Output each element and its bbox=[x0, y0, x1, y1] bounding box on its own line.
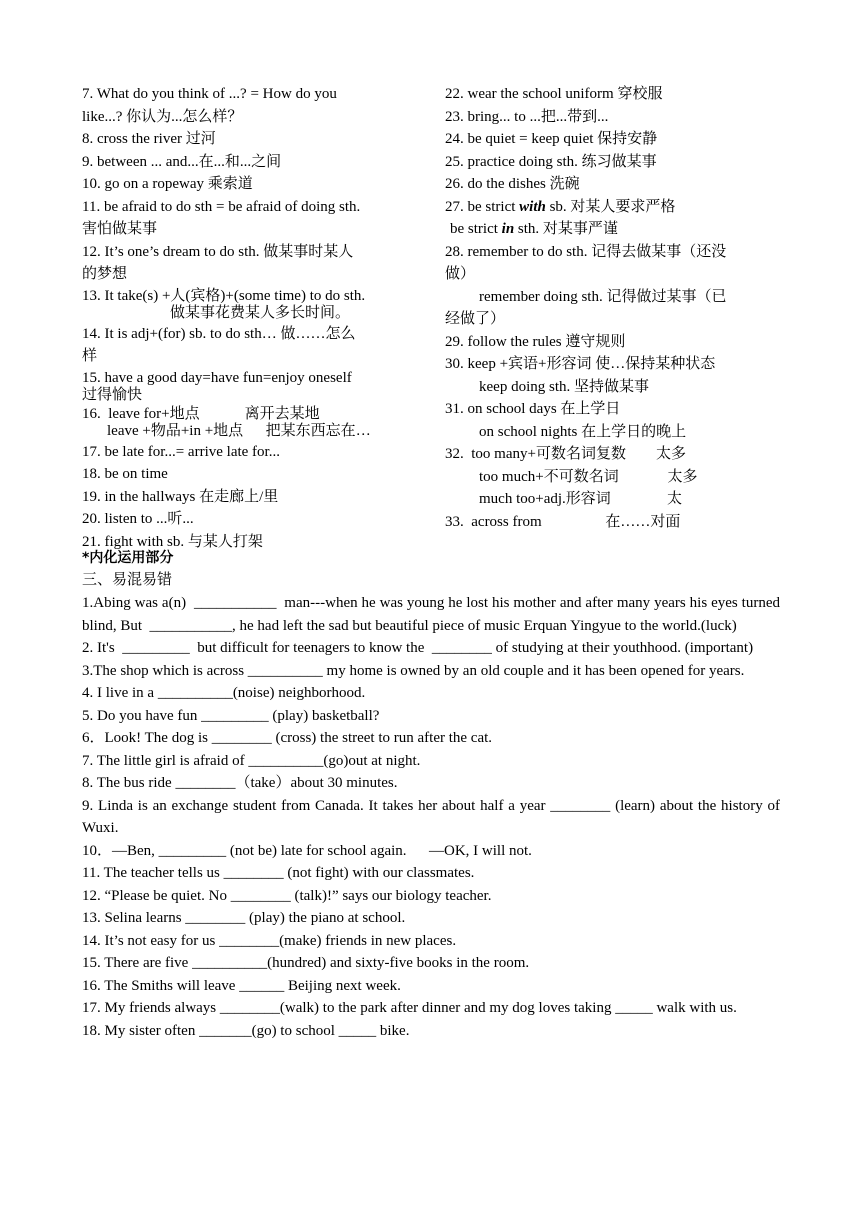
vocab-item-20 bbox=[82, 508, 415, 531]
vocab-text: 的梦想 bbox=[82, 266, 128, 282]
vocab-item-28b bbox=[445, 286, 782, 331]
vocab-text: sb. 对某人要求严格 bbox=[545, 198, 676, 215]
exercise-item-14[interactable]: 14. It’s not easy for us ________(make) friends in new places. bbox=[82, 932, 457, 949]
answer-blank[interactable]: ___________ bbox=[149, 617, 233, 634]
exercise-item-18[interactable]: 18. My sister often _______(go) to school _____ bike. bbox=[82, 1022, 410, 1039]
vocab-item-16 bbox=[82, 406, 415, 440]
vocab-item-31 bbox=[445, 398, 782, 443]
vocab-text: on school nights 在上学日的晚上 bbox=[479, 423, 687, 440]
vocab-text: 25. practice doing sth. 练习做某事 bbox=[445, 153, 657, 170]
vocab-text: 10. go on a ropeway 乘索道 bbox=[82, 176, 253, 192]
vocab-text: 做某事花费某人多长时间。 bbox=[170, 304, 351, 321]
vocab-text: much too+adj.形容词 太 bbox=[479, 491, 683, 507]
vocab-text: 23. bring... to ...把...带到... bbox=[445, 108, 609, 125]
vocab-emphasis: in bbox=[501, 221, 515, 237]
vocab-text: 14. It is adj+(for) sb. to do sth… 做……怎么 bbox=[82, 325, 356, 342]
vocab-text: 22. wear the school uniform 穿校服 bbox=[445, 86, 663, 102]
exercise-item-17[interactable]: 17. My friends always ________(walk) to the park after dinner and my dog loves taking _____ walk with us. bbox=[82, 1000, 737, 1016]
exercise-item-7[interactable]: 7. The little girl is afraid of __________(go)out at night. bbox=[82, 752, 421, 769]
vocab-text: 19. in the hallways 在走廊上/里 bbox=[82, 488, 279, 505]
vocab-text: 12. It’s one’s dream to do sth. 做某事时某人 bbox=[82, 243, 354, 260]
exercise-item-13[interactable]: 13. Selina learns ________ (play) the piano at school. bbox=[82, 910, 406, 926]
exercise-text: 2. It's bbox=[82, 640, 123, 656]
vocab-text: 31. on school days 在上学日 bbox=[445, 401, 621, 417]
vocab-item-13 bbox=[82, 288, 415, 322]
vocab-text: 经做了） bbox=[445, 311, 506, 327]
exercise-text: but difficult for teenagers to know the bbox=[189, 640, 432, 656]
vocab-item-27 bbox=[445, 196, 782, 241]
vocab-text: 33. across from 在……对面 bbox=[445, 513, 681, 530]
exercise-item-9[interactable]: 9. Linda is an exchange student from Canada. It takes her about half a year ________ (learn) about the history of Wuxi. bbox=[82, 797, 780, 836]
vocab-text: 15. have a good day=have fun=enjoy oneself bbox=[82, 369, 352, 386]
vocab-item-22 bbox=[445, 83, 782, 106]
vocab-text: 8. cross the river 过河 bbox=[82, 131, 216, 147]
exercise-item-11[interactable]: 11. The teacher tells us ________ (not fight) with our classmates. bbox=[82, 865, 475, 881]
vocab-item-11 bbox=[82, 196, 415, 241]
exercise-item-4[interactable]: 4. I live in a __________(noise) neighborhood. bbox=[82, 685, 366, 701]
vocab-text: 28. remember to do sth. 记得去做某事（还没 bbox=[445, 243, 727, 260]
vocab-text: 26. do the dishes 洗碗 bbox=[445, 176, 580, 192]
vocab-text: 21. fight with sb. 与某人打架 bbox=[82, 533, 263, 550]
vocab-item-18 bbox=[82, 463, 415, 486]
vocab-text: 18. be on time bbox=[82, 466, 168, 482]
vocab-item-14 bbox=[82, 323, 415, 368]
exercise-item-5[interactable]: 5. Do you have fun _________ (play) basketball? bbox=[82, 707, 380, 724]
vocab-item-9 bbox=[82, 151, 415, 174]
vocab-text: sth. 对某事严谨 bbox=[514, 221, 618, 237]
vocab-item-19 bbox=[82, 486, 415, 509]
exercise-item-6[interactable]: 6．Look! The dog is ________ (cross) the street to run after the cat. bbox=[82, 730, 493, 746]
vocab-text: 7. What do you think of ...? = How do you bbox=[82, 86, 337, 102]
vocab-text: 20. listen to ...听... bbox=[82, 511, 194, 527]
exercise-text: man---when he was young he lost his mother and after many years his eyes turned blind, But bbox=[82, 595, 784, 634]
exercise-text: 1.Abing was a(n) bbox=[82, 595, 194, 611]
vocab-item-25 bbox=[445, 151, 782, 174]
exercise-section bbox=[82, 548, 784, 1042]
vocab-item-26 bbox=[445, 173, 782, 196]
section-subheading: 三、易混易错 bbox=[82, 572, 173, 588]
vocab-item-33 bbox=[445, 511, 782, 534]
vocab-item-15 bbox=[82, 370, 415, 404]
vocab-text: like...? 你认为...怎么样？ bbox=[82, 108, 243, 125]
section-heading: *内化运用部分 bbox=[82, 550, 174, 566]
vocab-item-17 bbox=[82, 441, 415, 464]
vocab-text: remember doing sth. 记得做过某事（已 bbox=[479, 288, 727, 305]
vocab-text: too much+不可数名词 太多 bbox=[479, 468, 698, 485]
vocab-text: 17. be late for...= arrive late for... bbox=[82, 443, 280, 460]
exercise-item-10[interactable]: 10．—Ben, _________ (not be) late for school again. —OK, I will not. bbox=[82, 842, 532, 859]
vocabulary-right-column bbox=[445, 83, 782, 533]
vocab-item-32 bbox=[445, 443, 782, 511]
vocab-item-29 bbox=[445, 331, 782, 354]
exercise-item-16[interactable]: 16. The Smiths will leave ______ Beijing next week. bbox=[82, 977, 401, 994]
vocab-text: leave +物品+in +地点 把某东西忘在… bbox=[107, 422, 371, 439]
vocab-text: 13. It take(s) +人(宾格)+(some time) to do sth. bbox=[82, 287, 366, 304]
vocab-item-28 bbox=[445, 241, 782, 286]
vocab-text: 32. too many+可数名词复数 太多 bbox=[445, 446, 686, 462]
vocab-text: 害怕做某事 bbox=[82, 221, 158, 237]
answer-blank[interactable]: ___________ bbox=[193, 595, 277, 611]
vocab-item-10 bbox=[82, 173, 415, 196]
vocab-text: 做） bbox=[445, 266, 476, 282]
exercise-text: , he had left the sad but beautiful piece of music Erquan Yingyue to the world.(luck) bbox=[232, 617, 737, 634]
vocab-text: 11. be afraid to do sth = be afraid of doing sth. bbox=[82, 198, 361, 215]
answer-blank[interactable]: _________ bbox=[122, 640, 190, 656]
vocab-item-7 bbox=[82, 83, 415, 128]
exercise-item-2 bbox=[82, 637, 780, 660]
answer-blank[interactable]: ________ bbox=[431, 640, 492, 656]
exercise-item-15[interactable]: 15. There are five __________(hundred) and sixty-five books in the room. bbox=[82, 955, 530, 971]
vocab-text: keep doing sth. 坚持做某事 bbox=[479, 378, 649, 395]
exercise-item-12[interactable]: 12. “Please be quiet. No ________ (talk)!” says our biology teacher. bbox=[82, 887, 492, 904]
exercise-text: of studying at their youthhood. (important) bbox=[491, 640, 754, 656]
vocab-text: 27. be strict bbox=[445, 198, 520, 215]
vocab-text: 16. leave for+地点 离开去某地 bbox=[82, 405, 320, 422]
vocab-text: be strict bbox=[450, 221, 502, 237]
vocab-text: 样 bbox=[82, 348, 98, 364]
vocab-item-8 bbox=[82, 128, 415, 151]
vocab-emphasis: with bbox=[519, 198, 546, 215]
vocab-item-30 bbox=[445, 353, 782, 398]
vocab-text: 过得愉快 bbox=[82, 386, 143, 403]
vocab-item-23 bbox=[445, 106, 782, 129]
vocab-text: 9. between ... and...在...和...之间 bbox=[82, 153, 282, 170]
exercise-item-3[interactable]: 3.The shop which is across __________ my home is owned by an old couple and it has been opened for years. bbox=[82, 662, 745, 679]
vocab-text: 30. keep +宾语+形容词 使…保持某种状态 bbox=[445, 356, 716, 372]
vocab-text: 29. follow the rules 遵守规则 bbox=[445, 333, 626, 350]
exercise-item-1 bbox=[82, 592, 784, 637]
vocabulary-left-column bbox=[82, 83, 415, 553]
vocab-item-24 bbox=[445, 128, 782, 151]
vocab-text: 24. be quiet = keep quiet 保持安静 bbox=[445, 131, 658, 147]
exercise-item-8[interactable]: 8. The bus ride ________（take）about 30 minutes. bbox=[82, 775, 398, 791]
vocab-item-12 bbox=[82, 241, 415, 286]
